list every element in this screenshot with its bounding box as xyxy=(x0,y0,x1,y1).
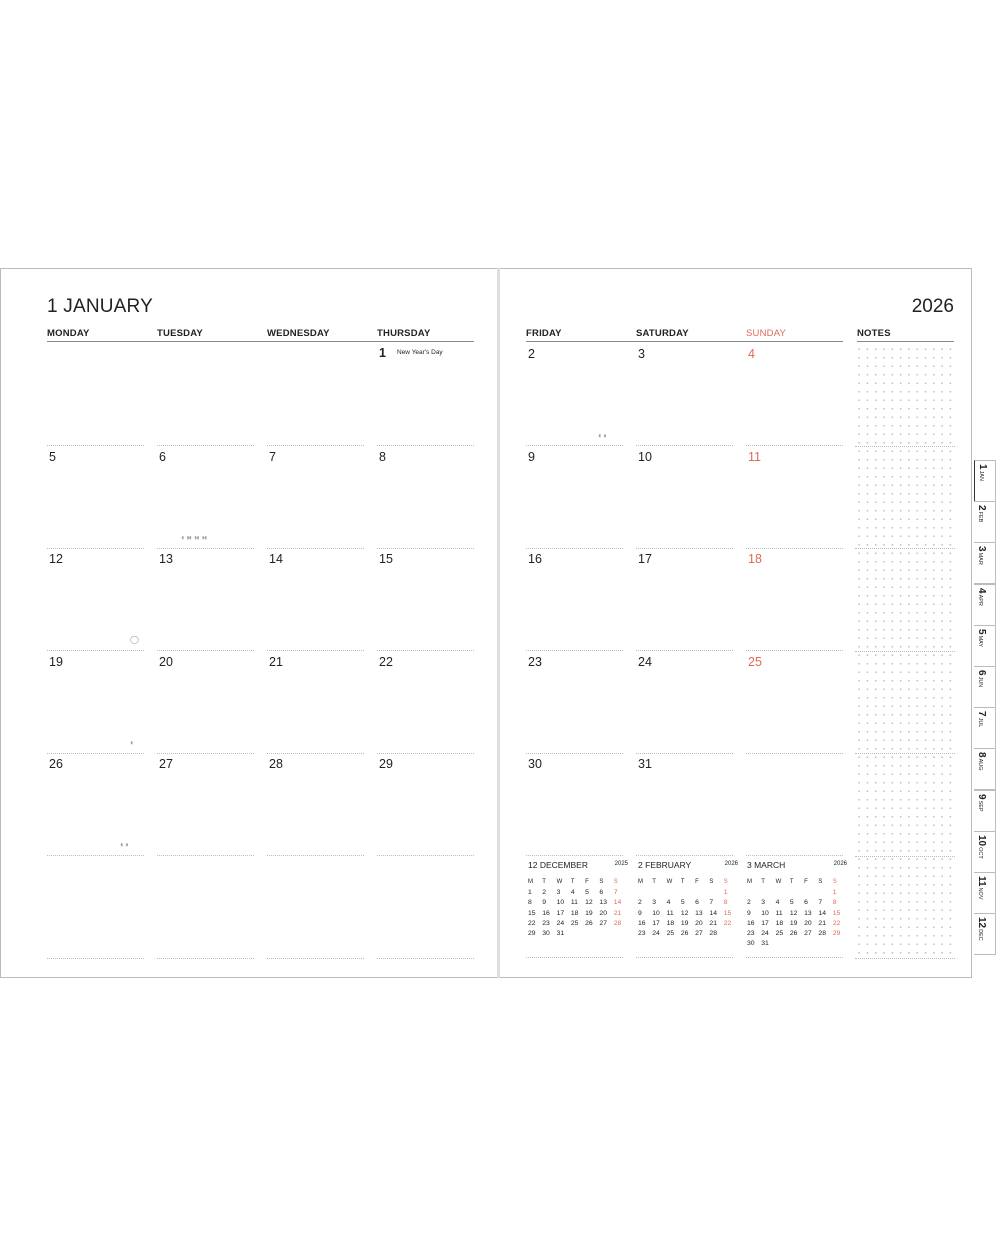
day-header-thursday: THURSDAY xyxy=(377,328,431,339)
mini-day: 7 xyxy=(818,899,823,907)
day-number: 25 xyxy=(748,654,762,669)
day-number: 3 xyxy=(638,347,645,361)
mini-day: 21 xyxy=(613,909,622,917)
weekday-initial: F xyxy=(695,879,699,885)
weekday-initial: W xyxy=(666,879,673,885)
mini-calendar-year: 2026 xyxy=(724,861,738,867)
mini-day: 28 xyxy=(709,930,717,938)
mini-day: 14 xyxy=(818,909,826,917)
mini-day: 27 xyxy=(599,919,607,927)
day-cell[interactable] xyxy=(377,343,474,446)
mini-day: 25 xyxy=(666,930,675,938)
weekday-initial: M xyxy=(638,879,643,885)
mini-day: 14 xyxy=(709,909,717,917)
mini-day: 9 xyxy=(747,909,751,917)
month-tab-label xyxy=(974,546,992,565)
mini-day: 12 xyxy=(789,909,798,917)
holiday-label: New Year's Day xyxy=(397,349,443,356)
cell-dotted-rule xyxy=(377,958,474,959)
month-tab-abbr: JUN xyxy=(977,676,983,688)
month-tab-oct[interactable] xyxy=(974,831,996,873)
month-tab-label xyxy=(974,794,992,812)
day-header-tuesday: TUESDAY xyxy=(157,328,203,339)
mini-day: 20 xyxy=(599,909,607,917)
day-cell[interactable] xyxy=(377,446,474,549)
mini-day: 19 xyxy=(585,909,593,917)
month-tab-may[interactable] xyxy=(974,625,996,667)
day-number: 12 xyxy=(49,552,63,566)
notes-divider xyxy=(855,651,955,652)
moon-phase-icon: ◐◑ xyxy=(598,431,606,440)
mini-day: 20 xyxy=(804,919,812,927)
month-tab-label xyxy=(974,835,992,859)
day-cell[interactable] xyxy=(377,548,474,651)
notes-header: NOTES xyxy=(857,328,891,339)
day-cell[interactable] xyxy=(746,548,843,651)
moon-phase-icon: ◐◑◐◑◐◑◐ xyxy=(181,533,208,542)
mini-calendar-grid xyxy=(638,878,738,938)
mini-day: 21 xyxy=(709,919,717,927)
day-cell[interactable] xyxy=(526,446,623,549)
mini-empty xyxy=(776,888,790,897)
day-number: 31 xyxy=(638,757,652,771)
mini-day: 12 xyxy=(585,899,593,907)
month-tab-number: 7 xyxy=(976,711,987,717)
cell-dotted-rule xyxy=(526,855,623,856)
day-number: 1 xyxy=(379,346,386,360)
weekday-initial: T xyxy=(761,879,765,885)
day-number: 20 xyxy=(159,654,173,669)
mini-day: 15 xyxy=(832,909,841,917)
weekday-initial: S xyxy=(818,879,823,885)
month-tab-abbr: SEP xyxy=(977,800,983,812)
mini-empty xyxy=(761,888,775,897)
month-tab-sep[interactable] xyxy=(974,790,996,832)
day-cell[interactable] xyxy=(267,753,364,856)
notes-divider xyxy=(855,856,955,857)
weekday-initial: T xyxy=(652,879,656,885)
mini-day: 10 xyxy=(761,909,769,917)
mini-day: 7 xyxy=(613,889,618,897)
notes-dot-grid[interactable] xyxy=(855,345,955,959)
month-tab-number: 9 xyxy=(976,793,987,800)
month-tab-number: 4 xyxy=(976,587,987,594)
month-tab-number: 1 xyxy=(977,464,988,470)
day-cell[interactable] xyxy=(47,856,144,959)
mini-day: 30 xyxy=(747,940,755,948)
day-number: 2 xyxy=(528,347,535,361)
day-number: 10 xyxy=(638,449,652,464)
month-tab-abbr: APR xyxy=(977,594,983,606)
mini-day: 19 xyxy=(680,919,689,927)
mini-day: 22 xyxy=(723,919,732,927)
cell-dotted-rule xyxy=(157,958,254,959)
month-tab-label xyxy=(974,505,992,522)
mini-day: 30 xyxy=(542,930,550,938)
mini-calendar-header xyxy=(638,860,738,872)
day-cell[interactable] xyxy=(47,753,144,856)
month-tab-number: 2 xyxy=(976,505,987,511)
day-cell[interactable] xyxy=(526,651,623,754)
month-tab-number: 12 xyxy=(976,917,987,929)
mini-day: 3 xyxy=(761,899,766,907)
day-cell[interactable] xyxy=(267,651,364,754)
mini-day: 11 xyxy=(775,909,783,917)
weekday-initial: S xyxy=(599,879,604,885)
month-tab-number: 3 xyxy=(976,546,987,552)
notes-divider xyxy=(855,446,955,447)
day-cell[interactable] xyxy=(377,651,474,754)
cell-dotted-rule xyxy=(636,855,733,856)
day-header-friday: FRIDAY xyxy=(526,328,562,339)
mini-day: 2 xyxy=(747,899,751,907)
header-rule-left xyxy=(47,341,474,342)
day-number: 7 xyxy=(269,449,276,464)
month-tab-abbr: MAR xyxy=(977,552,983,566)
mini-day: 25 xyxy=(775,930,784,938)
day-number: 26 xyxy=(49,757,63,771)
month-tab-nov[interactable] xyxy=(974,872,996,914)
day-cell[interactable] xyxy=(157,753,254,856)
day-number: 23 xyxy=(528,654,542,669)
month-tab-dec[interactable] xyxy=(974,913,996,955)
mini-day: 5 xyxy=(585,889,589,897)
mini-day: 13 xyxy=(695,909,703,917)
mini-day: 12 xyxy=(680,909,689,917)
month-tab-abbr: DEC xyxy=(977,929,983,941)
cell-dotted-rule xyxy=(746,957,843,958)
mini-day: 2 xyxy=(542,889,547,897)
mini-day: 16 xyxy=(638,919,646,927)
mini-empty xyxy=(804,888,818,897)
cell-dotted-rule xyxy=(47,958,144,959)
weekday-initial: S xyxy=(832,879,837,885)
mini-day: 17 xyxy=(652,919,660,927)
notes-divider xyxy=(855,753,955,754)
weekday-initial: T xyxy=(789,879,794,885)
mini-day: 23 xyxy=(638,930,646,938)
mini-day: 28 xyxy=(613,919,622,927)
mini-empty xyxy=(747,888,761,897)
mini-day: 31 xyxy=(761,940,769,948)
month-tab-abbr: JUL xyxy=(977,717,983,728)
mini-calendar xyxy=(528,860,628,938)
day-cell[interactable] xyxy=(636,446,733,549)
notes-divider xyxy=(855,548,955,549)
day-number: 29 xyxy=(379,757,393,771)
mini-day: 22 xyxy=(528,919,536,927)
mini-empty xyxy=(681,888,695,897)
day-number: 9 xyxy=(528,449,535,464)
mini-empty xyxy=(695,888,709,897)
day-cell[interactable] xyxy=(746,343,843,446)
month-tab-abbr: JAN xyxy=(978,470,984,481)
day-header-monday: MONDAY xyxy=(47,328,90,339)
mini-day: 6 xyxy=(599,889,604,897)
mini-empty xyxy=(709,888,723,897)
mini-day: 11 xyxy=(666,909,674,917)
day-number: 30 xyxy=(528,757,542,771)
month-tab-jun[interactable] xyxy=(974,666,996,708)
mini-day: 31 xyxy=(556,930,565,938)
mini-day: 6 xyxy=(804,899,808,907)
mini-day: 29 xyxy=(832,930,841,938)
weekday-initial: T xyxy=(680,879,685,885)
day-cell[interactable] xyxy=(47,446,144,549)
moon-phase-icon: ◯ xyxy=(130,635,138,644)
day-cell[interactable] xyxy=(636,753,733,856)
day-header-sunday: SUNDAY xyxy=(746,328,787,339)
month-tab-label xyxy=(974,752,992,770)
day-cell[interactable] xyxy=(157,548,254,651)
day-number: 13 xyxy=(159,552,173,566)
mini-day: 21 xyxy=(818,919,826,927)
mini-day: 26 xyxy=(680,930,689,938)
mini-day: 19 xyxy=(789,919,798,927)
mini-empty xyxy=(667,888,681,897)
day-cell[interactable] xyxy=(157,343,254,446)
mini-calendar-header xyxy=(528,860,628,872)
weekday-initial: T xyxy=(570,879,575,885)
mini-day: 8 xyxy=(723,899,728,907)
mini-day: 25 xyxy=(570,919,579,927)
mini-day: 24 xyxy=(556,919,565,927)
mini-day: 18 xyxy=(666,919,675,927)
month-tab-jul[interactable] xyxy=(974,707,996,749)
mini-day: 1 xyxy=(723,889,728,897)
mini-day: 13 xyxy=(804,909,812,917)
mini-day: 24 xyxy=(761,930,769,938)
month-tab-label xyxy=(974,629,992,647)
day-cell[interactable] xyxy=(636,343,733,446)
cell-dotted-rule xyxy=(636,957,733,958)
mini-day: 24 xyxy=(652,930,660,938)
mini-day: 20 xyxy=(695,919,703,927)
day-cell[interactable] xyxy=(157,651,254,754)
month-tab-aug[interactable] xyxy=(974,748,996,790)
month-tab-abbr: OCT xyxy=(977,846,983,859)
day-number: 22 xyxy=(379,654,393,669)
mini-day: 5 xyxy=(789,899,794,907)
mini-calendar xyxy=(747,860,847,948)
month-tab-mar[interactable] xyxy=(974,542,996,584)
day-cell[interactable] xyxy=(636,651,733,754)
year-label: 2026 xyxy=(911,296,954,317)
mini-calendar-grid xyxy=(747,878,847,948)
mini-day: 18 xyxy=(570,909,579,917)
mini-day: 18 xyxy=(775,919,784,927)
moon-phase-icon: ◐◑ xyxy=(120,840,128,849)
day-number: 28 xyxy=(269,757,283,771)
weekday-initial: M xyxy=(747,879,752,885)
mini-calendar xyxy=(638,860,738,938)
mini-empty xyxy=(818,888,832,897)
cell-dotted-rule xyxy=(746,855,843,856)
mini-day: 11 xyxy=(570,899,578,907)
mini-day: 23 xyxy=(747,930,755,938)
day-cell[interactable] xyxy=(636,548,733,651)
month-tab-apr[interactable] xyxy=(974,584,996,626)
mini-day: 29 xyxy=(528,930,536,938)
day-cell[interactable] xyxy=(526,343,623,446)
weekday-initial: T xyxy=(542,879,546,885)
day-header-saturday: SATURDAY xyxy=(636,328,689,339)
day-number: 16 xyxy=(528,552,542,566)
mini-day: 17 xyxy=(761,919,769,927)
mini-calendar-month: 12 DECEMBER xyxy=(528,860,588,870)
mini-calendar-month: 2 FEBRUARY xyxy=(638,860,692,870)
month-tab-number: 11 xyxy=(976,876,987,887)
mini-day: 8 xyxy=(832,899,837,907)
mini-calendar-header xyxy=(747,860,847,872)
mini-day: 1 xyxy=(528,889,532,897)
month-tab-abbr: MAY xyxy=(977,635,983,647)
weekday-initial: F xyxy=(585,879,589,885)
mini-empty xyxy=(652,888,666,897)
mini-calendar-year: 2026 xyxy=(833,861,847,867)
mini-day: 14 xyxy=(613,899,622,907)
weekday-initial: W xyxy=(775,879,782,885)
day-number: 15 xyxy=(379,552,393,566)
mini-day: 23 xyxy=(542,919,550,927)
month-title: 1 JANUARY xyxy=(47,296,153,317)
day-cell[interactable] xyxy=(157,856,254,959)
day-number: 21 xyxy=(269,654,283,669)
mini-day: 1 xyxy=(832,889,837,897)
day-cell[interactable] xyxy=(746,446,843,549)
weekday-initial: S xyxy=(709,879,714,885)
mini-day: 5 xyxy=(680,899,685,907)
day-cell[interactable] xyxy=(267,446,364,549)
day-number: 19 xyxy=(49,654,63,669)
mini-day: 9 xyxy=(638,909,642,917)
day-cell[interactable] xyxy=(267,343,364,446)
weekday-initial: S xyxy=(613,879,618,885)
day-cell[interactable] xyxy=(267,548,364,651)
mini-day: 26 xyxy=(789,930,798,938)
mini-day: 10 xyxy=(652,909,660,917)
month-tab-number: 10 xyxy=(976,834,987,846)
mini-day: 16 xyxy=(542,909,550,917)
weekday-initial: S xyxy=(723,879,728,885)
month-tab-abbr: NOV xyxy=(977,887,983,900)
mini-day: 4 xyxy=(570,889,575,897)
day-number: 11 xyxy=(748,449,761,464)
mini-day: 26 xyxy=(585,919,593,927)
mini-day: 7 xyxy=(709,899,714,907)
day-cell[interactable] xyxy=(267,856,364,959)
month-tab-feb[interactable] xyxy=(974,501,996,543)
mini-day: 15 xyxy=(528,909,536,917)
day-cell[interactable] xyxy=(746,651,843,754)
mini-day: 15 xyxy=(723,909,732,917)
day-cell[interactable] xyxy=(526,753,623,856)
month-tab-number: 8 xyxy=(976,752,987,758)
day-number: 27 xyxy=(159,757,173,771)
mini-day: 8 xyxy=(528,899,532,907)
mini-day: 28 xyxy=(818,930,826,938)
day-header-wednesday: WEDNESDAY xyxy=(267,328,330,339)
mini-day: 10 xyxy=(556,899,565,907)
day-number: 14 xyxy=(269,552,283,566)
mini-calendar-month: 3 MARCH xyxy=(747,860,786,870)
day-cell[interactable] xyxy=(377,856,474,959)
mini-day: 27 xyxy=(695,930,703,938)
mini-day: 16 xyxy=(747,919,755,927)
mini-day: 3 xyxy=(556,889,561,897)
weekday-initial: M xyxy=(528,879,533,885)
mini-day: 13 xyxy=(599,899,607,907)
mini-day: 4 xyxy=(666,899,671,907)
month-tab-jan[interactable] xyxy=(974,460,996,502)
day-number: 17 xyxy=(638,552,652,566)
day-cell[interactable] xyxy=(377,753,474,856)
mini-calendar-grid xyxy=(528,878,628,938)
month-tab-label xyxy=(975,464,993,481)
month-tab-abbr: FEB xyxy=(977,511,983,523)
mini-day: 17 xyxy=(556,909,565,917)
mini-day: 6 xyxy=(695,899,699,907)
month-tab-abbr: AUG xyxy=(977,758,983,771)
header-rule-right xyxy=(526,341,843,342)
month-tab-label xyxy=(974,711,992,727)
month-tab-label xyxy=(974,670,992,687)
day-number: 8 xyxy=(379,449,386,464)
cell-dotted-rule xyxy=(526,957,623,958)
mini-day: 4 xyxy=(775,899,780,907)
month-tab-number: 6 xyxy=(976,670,987,676)
day-cell[interactable] xyxy=(526,548,623,651)
mini-day: 27 xyxy=(804,930,812,938)
month-tab-number: 5 xyxy=(976,628,987,635)
mini-day: 2 xyxy=(638,899,642,907)
moon-phase-icon: ◐ xyxy=(130,738,134,747)
day-number: 5 xyxy=(49,449,56,464)
month-tab-label xyxy=(974,876,992,900)
mini-day: 22 xyxy=(832,919,841,927)
month-tab-label xyxy=(974,917,992,941)
day-cell[interactable] xyxy=(47,343,144,446)
mini-empty xyxy=(790,888,804,897)
day-number: 18 xyxy=(748,552,762,566)
day-cell[interactable] xyxy=(746,753,843,856)
mini-calendar-year: 2025 xyxy=(614,861,628,867)
header-rule-notes xyxy=(857,341,954,342)
mini-day: 3 xyxy=(652,899,657,907)
day-number: 4 xyxy=(748,347,755,361)
weekday-initial: W xyxy=(556,879,563,885)
notes-divider xyxy=(855,958,955,959)
month-tab-label xyxy=(974,588,992,606)
day-number: 6 xyxy=(159,449,166,464)
cell-dotted-rule xyxy=(267,958,364,959)
mini-day: 9 xyxy=(542,899,547,907)
day-number: 24 xyxy=(638,654,652,669)
page-fold xyxy=(497,268,500,978)
weekday-initial: F xyxy=(804,879,808,885)
mini-empty xyxy=(638,888,652,897)
